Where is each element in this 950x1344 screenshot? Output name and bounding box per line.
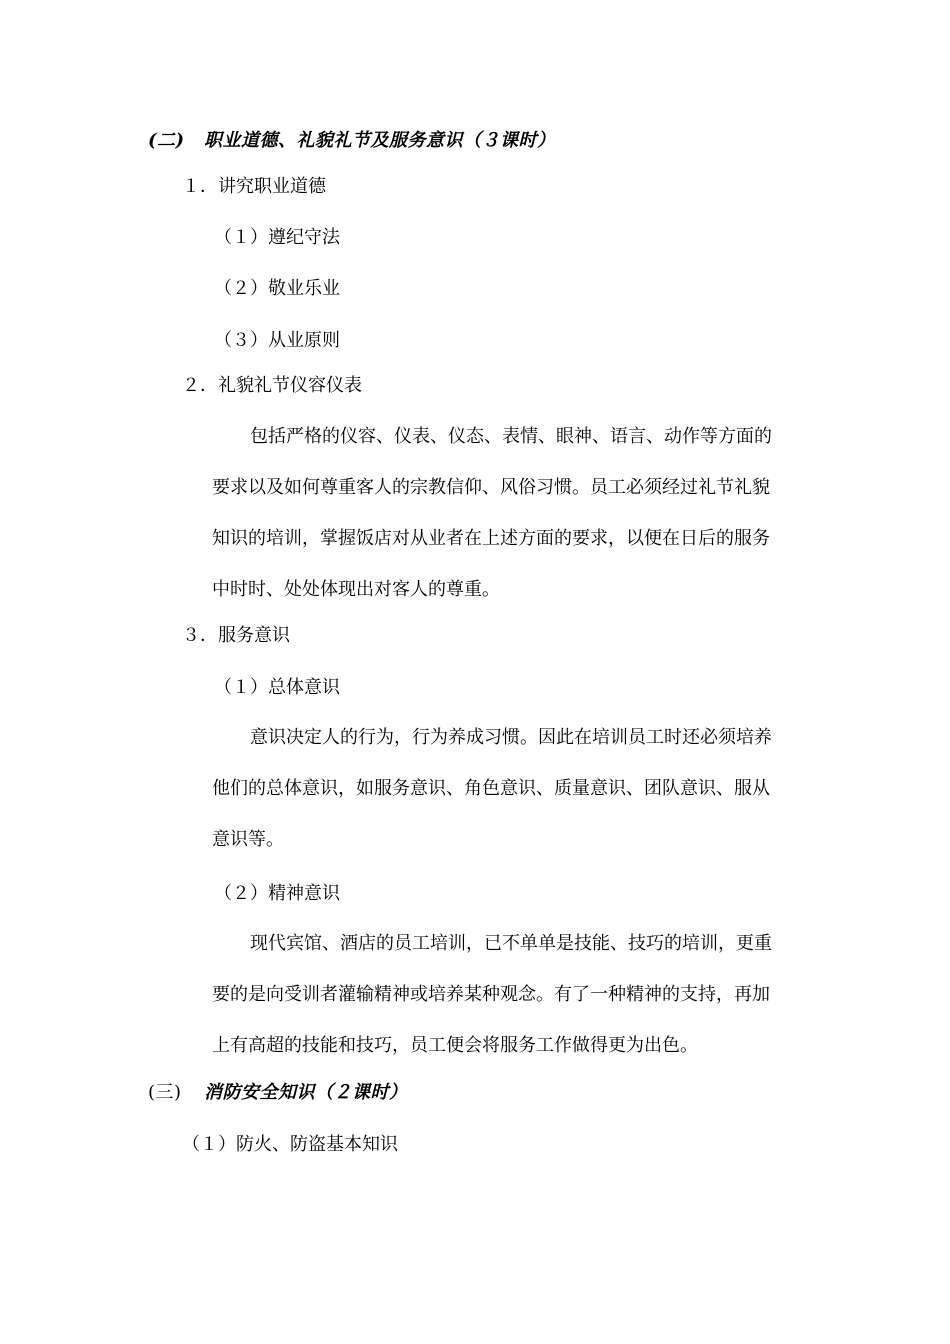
paragraph-line: 他们的总体意识，如服务意识、角色意识、质量意识、团队意识、服从: [212, 778, 770, 799]
section-heading-2: [148, 130, 556, 152]
sub-item: （２）敬业乐业: [214, 278, 340, 299]
paragraph-line: 要求以及如何尊重客人的宗教信仰、风俗习惯。员工必须经过礼节礼貌: [212, 477, 770, 498]
section-number: (二): [148, 130, 185, 151]
sub-item: （３）从业原则: [214, 330, 340, 351]
paragraph-line: 要的是向受训者灌输精神或培养某种观念。有了一种精神的支持，再加: [212, 984, 770, 1005]
paragraph-line: 意识等。: [212, 829, 284, 850]
sub-item: （１）防火、防盗基本知识: [182, 1134, 398, 1155]
section-title: 消防安全知识（２课时）: [204, 1082, 408, 1103]
paragraph-line: 上有高超的技能和技巧，员工便会将服务工作做得更为出色。: [212, 1035, 698, 1056]
paragraph-line: 中时时、处处体现出对客人的尊重。: [212, 579, 500, 600]
item-heading: ３．服务意识: [182, 625, 290, 646]
sub-item: （１）遵纪守法: [214, 227, 340, 248]
paragraph: [212, 411, 808, 615]
paragraph: [212, 712, 808, 865]
paragraph-line: 现代宾馆、酒店的员工培训，已不单单是技能、技巧的培训，更重: [250, 933, 772, 954]
item-heading: ２．礼貌礼节仪容仪表: [182, 375, 362, 396]
item-heading: １．讲究职业道德: [182, 176, 326, 197]
sub-item: （１）总体意识: [214, 677, 340, 698]
section-heading-3: [148, 1082, 408, 1104]
paragraph-line: 知识的培训，掌握饭店对从业者在上述方面的要求，以便在日后的服务: [212, 528, 770, 549]
section-number: (三): [148, 1082, 182, 1103]
paragraph-line: 包括严格的仪容、仪表、仪态、表情、眼神、语言、动作等方面的: [250, 426, 772, 447]
paragraph: [212, 918, 808, 1071]
sub-item: （２）精神意识: [214, 883, 340, 904]
paragraph-line: 意识决定人的行为，行为养成习惯。因此在培训员工时还必须培养: [250, 727, 772, 748]
section-title: 职业道德、礼貌礼节及服务意识（３课时）: [204, 130, 556, 151]
